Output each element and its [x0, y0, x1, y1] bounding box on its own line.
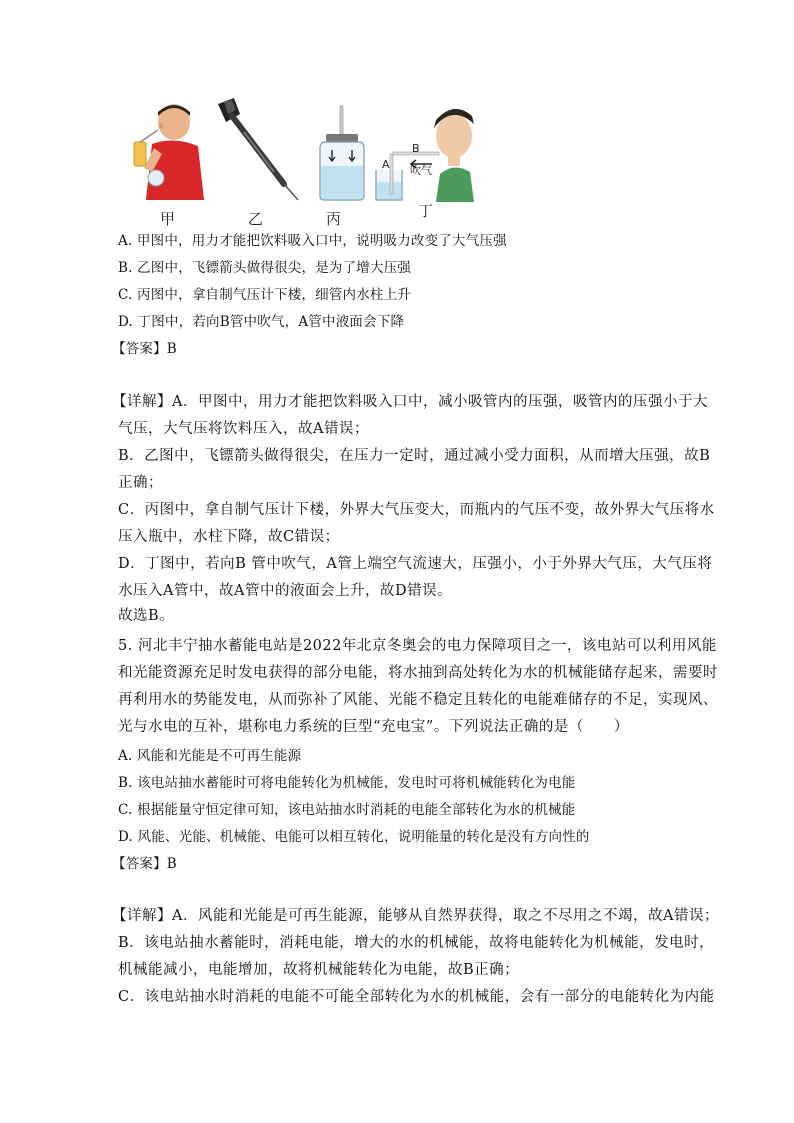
q4-detail-line: 气压，大气压将饮料压入，故A错误；	[118, 421, 369, 437]
q5-detail-line: 【详解】A．风能和光能是可再生能源，能够从自然界获得，取之不尽用之不竭，故A错误；	[112, 908, 719, 924]
q4-option-b: B. 乙图中，飞镖箭头做得很尖，是为了增大压强	[118, 260, 412, 276]
figure-yi-dart	[214, 96, 304, 204]
q5-answer: 【答案】B	[112, 856, 177, 872]
q4-detail-line: D．丁图中，若向B 管中吹气，A管上端空气流速大，压强小，小于外界大气压，大气压将	[118, 556, 713, 572]
q5-option-a: A. 风能和光能是不可再生能源	[118, 748, 302, 764]
figure-ding-blowing	[374, 102, 478, 202]
q4-detail-line: 故选B。	[118, 608, 175, 624]
q5-detail-line: 机械能减小，电能增加，故将机械能转化为电能，故B正确；	[118, 962, 520, 978]
figure-bing-barometer	[312, 104, 372, 204]
q5-stem-line: 和光能资源充足时发电获得的部分电能，将水抽到高处转化为水的机械能储存起来，需要时	[118, 665, 718, 681]
figure-annotation-b: B	[412, 142, 420, 155]
q5-option-c: C. 根据能量守恒定律可知，该电站抽水时消耗的电能全部转化为水的机械能	[118, 802, 576, 818]
q4-detail-line: 压入瓶中，水柱下降，故C错误；	[118, 529, 340, 545]
figure-row	[118, 96, 488, 226]
q4-detail-line: 【详解】A．甲图中，用力才能把饮料吸入口中，减小吸管内的压强，吸管内的压强小于大	[112, 394, 708, 410]
q4-detail-line: 正确；	[118, 475, 163, 491]
q4-answer: 【答案】B	[112, 341, 177, 357]
q5-option-b: B. 该电站抽水蓄能时可将电能转化为机械能，发电时可将机械能转化为电能	[118, 775, 576, 791]
q5-stem-line: 5. 河北丰宁抽水蓄能电站是2022年北京冬奥会的电力保障项目之一，该电站可以利用风能	[118, 638, 717, 654]
figure-label-bing: 丙	[326, 210, 342, 228]
q4-option-c: C. 丙图中，拿自制气压计下楼，细管内水柱上升	[118, 287, 412, 303]
q5-stem-line: 光与水电的互补，堪称电力系统的巨型“充电宝”。下列说法正确的是（ ）	[118, 719, 629, 735]
q4-detail-line: 水压入A管中，故A管中的液面会上升，故D错误。	[118, 583, 453, 599]
q4-option-a: A. 甲图中，用力才能把饮料吸入口中，说明吸力改变了大气压强	[118, 233, 507, 249]
q5-stem-line: 再利用水的势能发电，从而弥补了风能、光能不稳定且转化的电能难储存的不足，实现风、	[118, 692, 718, 708]
figure-label-yi: 乙	[248, 210, 264, 228]
figure-annotation-a: A	[382, 158, 390, 171]
q4-option-d: D. 丁图中，若向B管中吹气，A管中液面会下降	[118, 314, 405, 330]
q5-detail-line: B．该电站抽水蓄能时，消耗电能，增大的水的机械能，故将电能转化为机械能，发电时，	[118, 935, 715, 951]
figure-label-jia: 甲	[160, 210, 176, 228]
figure-label-ding: 丁	[418, 202, 434, 220]
q5-option-d: D. 风能、光能、机械能、电能可以相互转化，说明能量的转化是没有方向性的	[118, 829, 590, 845]
q4-detail-line: C．丙图中，拿自制气压计下楼，外界大气压变大，而瓶内的气压不变，故外界大气压将水	[118, 502, 715, 518]
q5-detail-line: C．该电站抽水时消耗的电能不可能全部转化为水的机械能，会有一部分的电能转化为内能	[118, 989, 715, 1005]
figure-jia-boy-drinking	[128, 102, 210, 202]
figure-annotation-blow: 吹气	[410, 164, 432, 177]
q4-detail-line: B．乙图中，飞镖箭头做得很尖，在压力一定时，通过减小受力面积，从而增大压强，故B	[118, 448, 711, 464]
